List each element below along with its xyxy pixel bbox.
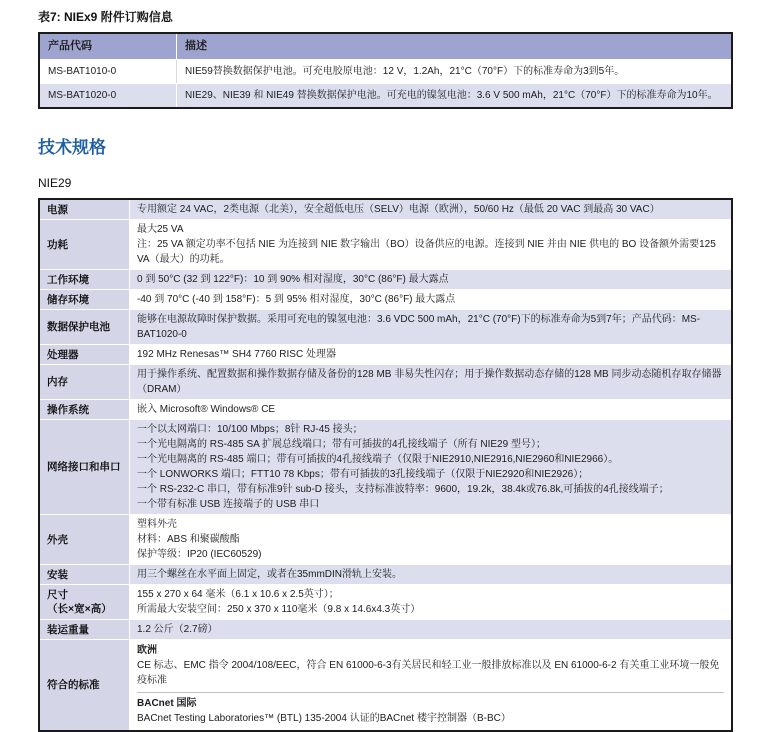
spec-label: 装运重量 <box>40 620 130 639</box>
spec-value: 用于操作系统、配置数据和操作数据存储及备份的128 MB 非易失性闪存；用于操作数据动态存储的128 MB 同步动态随机存取存储器（DRAM） <box>130 365 731 399</box>
ordering-header-desc: 描述 <box>185 40 207 52</box>
spec-row-operating-env <box>40 269 731 289</box>
spec-label: 网络接口和串口 <box>40 420 130 514</box>
spec-value <box>130 640 731 730</box>
spec-label: 尺寸 （长×宽×高） <box>40 585 130 619</box>
product-code: MS-BAT1010-0 <box>40 60 177 83</box>
spec-label: 储存环境 <box>40 290 130 309</box>
spec-label: 操作系统 <box>40 400 130 419</box>
spec-row-network-ports <box>40 419 731 514</box>
spec-label: 电源 <box>40 200 130 219</box>
ordering-table <box>38 32 733 109</box>
spec-value: 1.2 公斤（2.7磅） <box>130 620 731 639</box>
product-desc: NIE29、NIE39 和 NIE49 替换数据保护电池。可充电的镍氢电池：3.6 V 500 mAh，21°C（70°F）下的标准寿命为10年。 <box>185 90 718 101</box>
spec-label: 外壳 <box>40 515 130 564</box>
spec-value: 能够在电源故障时保护数据。采用可充电的镍氢电池：3.6 VDC 500 mAh，21°C (70°F)下的标准寿命为5到7年；产品代码：MS-BAT1020-0 <box>130 310 731 344</box>
spec-row-os <box>40 399 731 419</box>
spec-row-housing <box>40 514 731 564</box>
spec-row-compliance <box>40 639 731 730</box>
spec-row-memory <box>40 364 731 399</box>
spec-row-dimensions <box>40 584 731 619</box>
spec-table <box>38 198 733 732</box>
table7-title: 表7: NIEx9 附件订购信息 <box>38 10 173 24</box>
table-row <box>40 59 731 83</box>
spec-value: 155 x 270 x 64 毫米（6.1 x 10.6 x 2.5英寸）； 所需最大安装空间：250 x 370 x 110毫米（9.8 x 14.6x4.3英寸） <box>130 585 731 619</box>
spec-row-processor <box>40 344 731 364</box>
spec-value: -40 到 70°C (-40 到 158°F)：5 到 95% 相对湿度，30°C (86°F) 最大露点 <box>130 290 731 309</box>
spec-label: 工作环境 <box>40 270 130 289</box>
spec-value: 嵌入 Microsoft® Windows® CE <box>130 400 731 419</box>
section-heading: 技术规格 <box>38 138 106 157</box>
spec-label: 数据保护电池 <box>40 310 130 344</box>
table-row <box>40 83 731 107</box>
spec-row-shipping-weight <box>40 619 731 639</box>
spec-label: 功耗 <box>40 220 130 269</box>
ordering-table-header-row <box>40 34 731 59</box>
spec-value: 用三个螺丝在水平面上固定，或者在35mmDIN滑轨上安装。 <box>130 565 731 584</box>
spec-value: 192 MHz Renesas™ SH4 7760 RISC 处理器 <box>130 345 731 364</box>
spec-row-power <box>40 200 731 219</box>
spec-row-storage-env <box>40 289 731 309</box>
spec-value: 一个以太网端口：10/100 Mbps；8针 RJ-45 接头； 一个光电隔离的 RS-485 SA 扩展总线端口；带有可插拔的4孔接线端子（所有 NIE29 型号）； 一个光电隔离的 RS-485 端口；带有可插拔的4孔接线端子（仅限于NIE2910,NIE2916,NIE2960和NIE2966）。 一个 LONWORKS 端口；FTT10 78 Kbps；带有可插拔的3孔接线端子（仅限于NIE2920和NIE2926）； 一个 RS-232-C 串口，带有标准9针 sub-D 接头，支持标准波特率：9600，19.2k，38.4k或76.8k,可插拔的4孔接线端子； 一个带有标准 USB 连接端子的 USB 串口 <box>130 420 731 514</box>
compliance-europe: 欧洲 CE 标志、EMC 指令 2004/108/EEC，符合 EN 61000-6-3有关居民和轻工业一般排放标准以及 EN 61000-6-2 有关重工业环境一般免疫标准 <box>137 645 720 686</box>
spec-value: 塑料外壳 材料：ABS 和聚碳酸酯 保护等级：IP20 (IEC60529) <box>130 515 731 564</box>
spec-row-power-consumption <box>40 219 731 269</box>
document-content <box>38 8 733 732</box>
spec-label: 处理器 <box>40 345 130 364</box>
ordering-header-code: 产品代码 <box>40 34 177 59</box>
compliance-bacnet: BACnet 国际 BACnet Testing Laboratories™ (BTL) 135-2004 认证的BACnet 楼宇控制器（B-BC） <box>137 692 724 730</box>
spec-row-battery <box>40 309 731 344</box>
spec-label: 内存 <box>40 365 130 399</box>
spec-value: 0 到 50°C (32 到 122°F)：10 到 90% 相对湿度，30°C (86°F) 最大露点 <box>130 270 731 289</box>
product-code: MS-BAT1020-0 <box>40 84 177 107</box>
spec-label: 安装 <box>40 565 130 584</box>
model-heading: NIE29 <box>38 176 72 190</box>
spec-label: 符合的标准 <box>40 640 130 730</box>
spec-value: 专用额定 24 VAC，2类电源（北美），安全超低电压（SELV）电源（欧洲），50/60 Hz（最低 20 VAC 到最高 30 VAC） <box>130 200 731 219</box>
spec-row-mounting <box>40 564 731 584</box>
product-desc: NIE59替换数据保护电池。可充电胶原电池：12 V，1.2Ah，21°C（70°F）下的标准寿命为3到5年。 <box>185 66 625 77</box>
spec-value: 最大25 VA 注：25 VA 额定功率不包括 NIE 为连接到 NIE 数字输出（BO）设备供应的电源。连接到 NIE 并由 NIE 供电的 BO 设备额外需要125 VA（最大）的功耗。 <box>130 220 731 269</box>
